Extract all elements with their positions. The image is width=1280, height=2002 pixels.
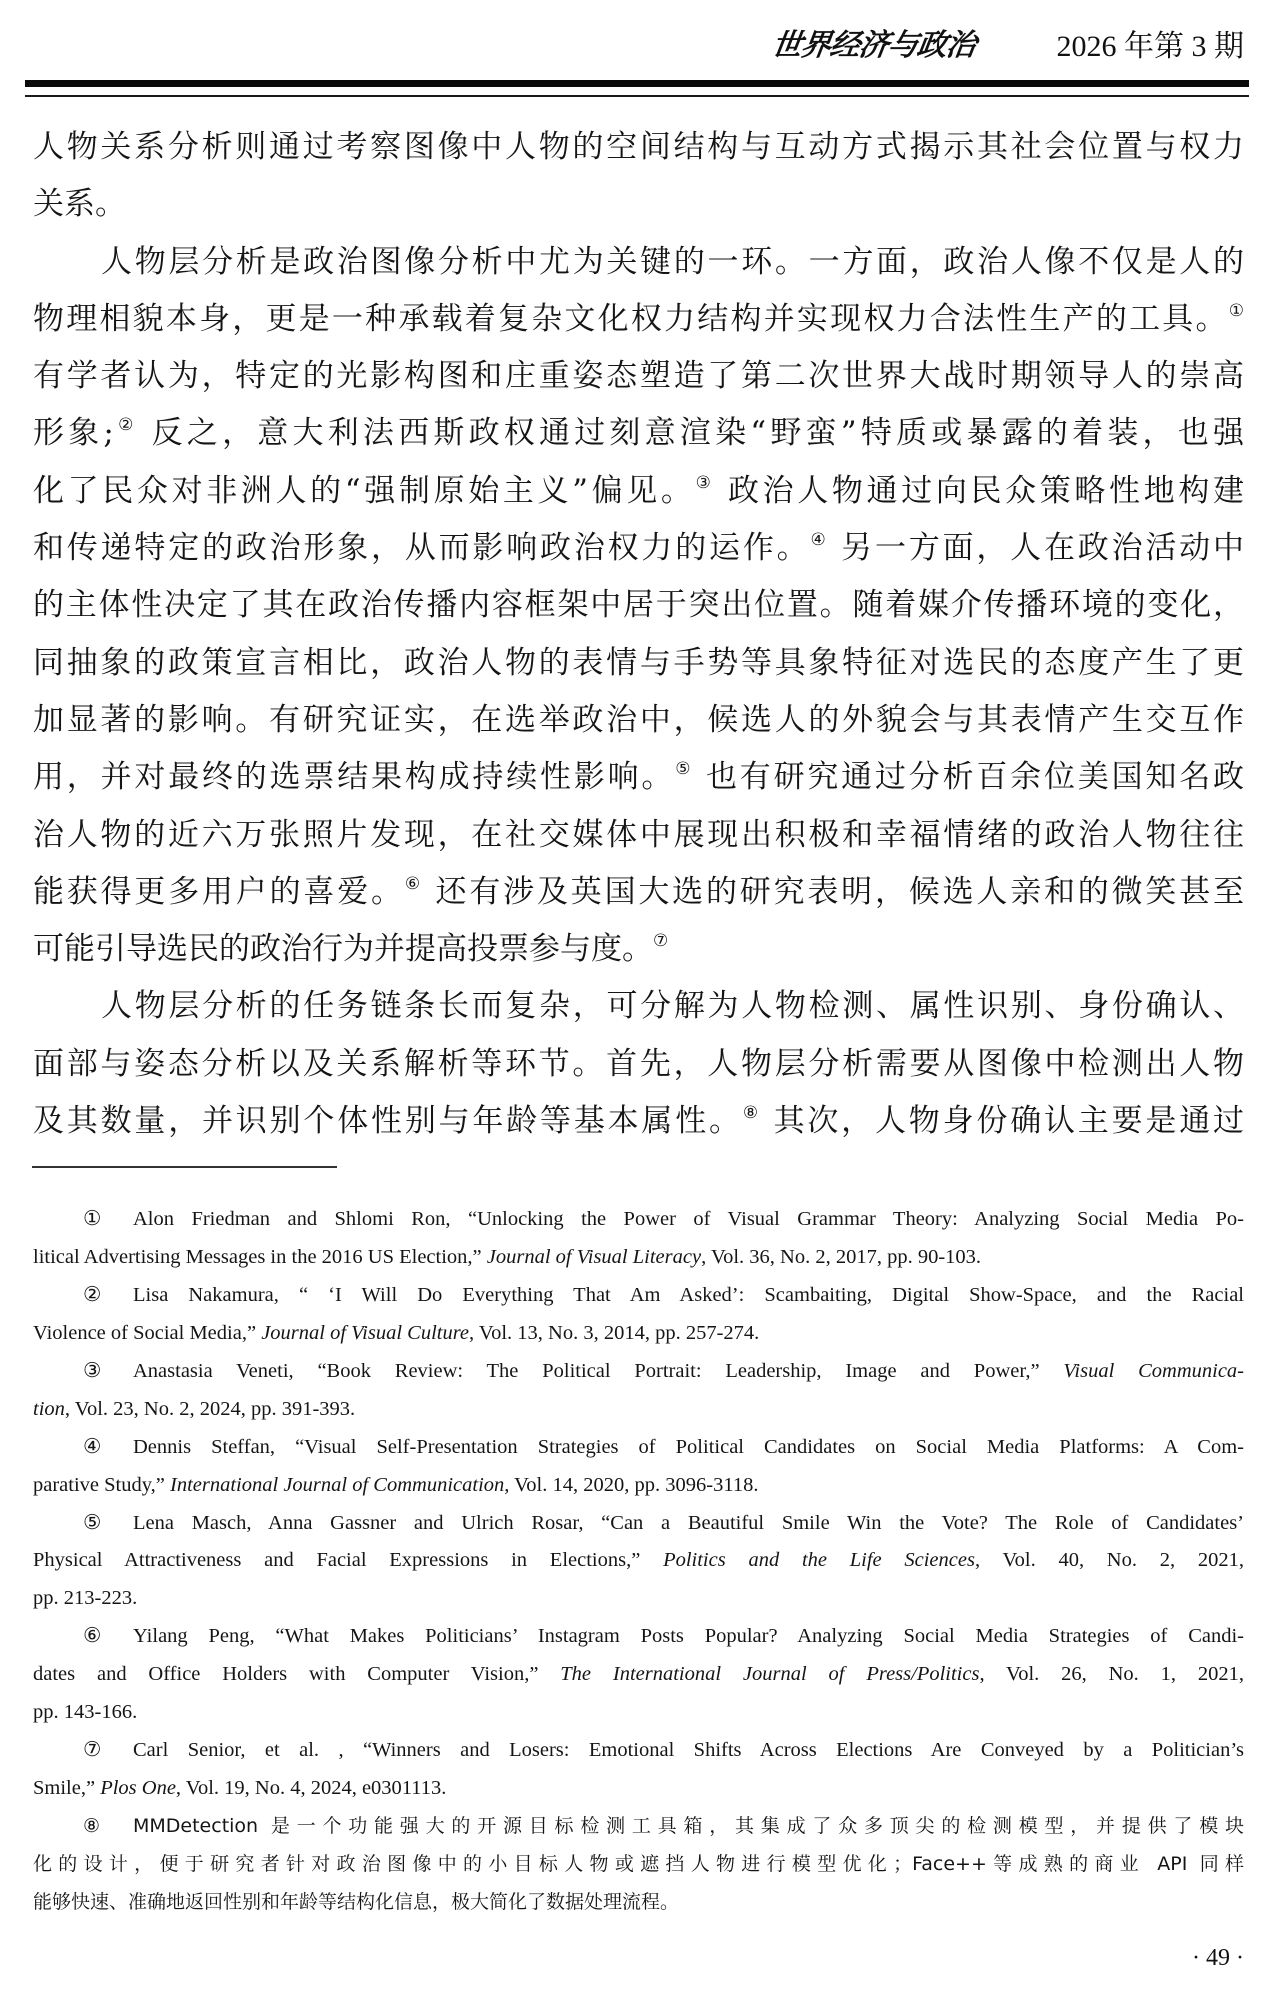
citation-text: pp. 213-223. <box>33 1587 138 1610</box>
issue-label: 2026 年第 3 期 <box>1056 30 1244 63</box>
footnote-number: ⑦ <box>83 1739 102 1762</box>
footnote-line <box>33 1770 1244 1808</box>
footnote-ref[interactable]: ⑤ <box>675 759 694 780</box>
citation-text: , Vol. 26, No. 1, 2021, <box>979 1663 1244 1686</box>
footnote-start-line <box>33 1429 1244 1467</box>
text-run: 另一方面，人在政治活动中 <box>828 530 1244 567</box>
text-run: 人物层分析的任务链条长而复杂，可分解为人物检测、属性识别、身份确认、 <box>101 988 1244 1025</box>
text-run: 及其数量，并识别个体性别与年龄等基本属性。 <box>33 1103 743 1140</box>
text-run: 物理相貌本身，更是一种承载着复杂文化权力结构并实现权力合法性生产的工具。 <box>33 300 1229 337</box>
body-line <box>33 520 1244 577</box>
body-line <box>33 635 1244 692</box>
footnote-line <box>33 1656 1244 1694</box>
footnote-ref[interactable]: ④ <box>810 530 829 551</box>
footnote-line <box>33 1467 1244 1505</box>
body-line <box>33 234 1244 291</box>
footnote-divider <box>32 1166 337 1168</box>
text-run: 关系。 <box>33 186 126 223</box>
citation-text: Lisa Nakamura, “ ‘I Will Do Everything That Am Asked’: Scambaiting, Digital Show-Space, and the Racial <box>133 1283 1244 1306</box>
body-line <box>33 921 1244 978</box>
text-run: 治人物的近六万张照片发现，在社交媒体中展现出积极和幸福情绪的政治人物往往 <box>33 816 1244 853</box>
citation-text: Anastasia Veneti, “Book Review: The Political Portrait: Leadership, Image and Power,” <box>133 1359 1064 1382</box>
citation-text: pp. 143-166. <box>33 1701 138 1724</box>
footnote-line <box>33 1315 1244 1353</box>
footnotes <box>33 1201 1244 1922</box>
citation-text: parative Study,” <box>33 1473 171 1496</box>
citation-text: Alon Friedman and Shlomi Ron, “Unlocking the Power of Visual Grammar Theory: Analyzing Social Media Po- <box>133 1208 1244 1230</box>
footnote-line <box>33 1239 1244 1277</box>
citation-text: Carl Senior, et al. , “Winners and Losers: Emotional Shifts Across Elections Are Conveyed by a Politician’s <box>133 1739 1244 1762</box>
text-run: 政治人物通过向民众策略性地构建 <box>714 472 1244 509</box>
journal-title: Journal of Visual Literacy <box>486 1245 702 1268</box>
body-line <box>33 119 1244 176</box>
footnote-line <box>33 1391 1244 1429</box>
body-line <box>33 1093 1244 1150</box>
footnote-start-line <box>33 1505 1244 1543</box>
body-line <box>33 348 1244 405</box>
footnote-number: ① <box>83 1208 102 1230</box>
journal-title: The International Journal of Press/Politics <box>560 1663 980 1686</box>
citation-text: dates and Office Holders with Computer Vision,” <box>33 1663 561 1686</box>
footnote-start-line <box>33 1277 1244 1315</box>
citation-text: Violence of Social Media,” <box>33 1321 262 1344</box>
journal-title: International Journal of Communication <box>170 1473 505 1496</box>
text-run: 能获得更多用户的喜爱。 <box>33 873 405 910</box>
page-number: · 49 · <box>1192 1945 1244 1971</box>
footnote-ref[interactable]: ⑥ <box>404 874 423 895</box>
citation-text: , Vol. 23, No. 2, 2024, pp. 391-393. <box>64 1397 356 1420</box>
text-run: 用，并对最终的选票结果构成持续性影响。 <box>33 759 676 796</box>
body-line <box>33 577 1244 634</box>
body-text <box>33 119 1244 1150</box>
footnote-number: ③ <box>83 1359 102 1382</box>
footnote-start-line <box>33 1732 1244 1770</box>
body-line <box>33 978 1244 1035</box>
body-line <box>33 692 1244 749</box>
journal-title: Journal of Visual Culture <box>261 1321 470 1344</box>
body-line <box>33 864 1244 921</box>
footnote-line <box>33 1884 1244 1922</box>
citation-text: Lena Masch, Anna Gassner and Ulrich Rosar, “Can a Beautiful Smile Win the Vote? The Role of Candidates’ <box>133 1511 1244 1534</box>
footnote-number: ④ <box>83 1435 102 1458</box>
footnote-number: ⑧ <box>83 1815 101 1837</box>
footnote-ref[interactable]: ⑧ <box>742 1103 761 1124</box>
header-rule-thin <box>25 95 1249 97</box>
journal-title: tion <box>33 1397 65 1420</box>
footnote-start-line <box>33 1201 1244 1239</box>
journal-logo: 世界经济与政治 <box>769 28 978 63</box>
text-run: 其次，人物身份确认主要是通过 <box>760 1103 1244 1140</box>
footnote-line <box>33 1846 1244 1884</box>
footnote-start-line <box>33 1808 1244 1846</box>
body-line <box>33 291 1244 348</box>
citation-text: MMDetection 是一个功能强大的开源目标检测工具箱，其集成了众多顶尖的检测模型，并提供了模块 <box>133 1815 1244 1837</box>
footnote-ref[interactable]: ③ <box>695 473 715 493</box>
body-line <box>33 807 1244 864</box>
text-run: 有学者认为，特定的光影构图和庄重姿态塑造了第二次世界大战时期领导人的崇高 <box>33 358 1244 395</box>
citation-text: Physical Attractiveness and Facial Expressions in Elections,” <box>33 1549 664 1572</box>
text-run: 还有涉及英国大选的研究表明，候选人亲和的微笑甚至 <box>422 873 1244 910</box>
citation-text: Dennis Steffan, “Visual Self-Presentation Strategies of Political Candidates on Social Media Platforms: A Com- <box>133 1435 1244 1458</box>
citation-text: , Vol. 13, No. 3, 2014, pp. 257-274. <box>469 1321 760 1344</box>
footnote-ref[interactable]: ② <box>113 415 138 436</box>
text-run: 可能引导选民的政治行为并提高投票参与度。 <box>33 931 653 968</box>
text-run: 面部与姿态分析以及关系解析等环节。首先，人物层分析需要从图像中检测出人物 <box>33 1045 1244 1082</box>
header-rule-thick <box>25 80 1249 87</box>
footnote-number: ② <box>83 1283 102 1306</box>
footnote-line <box>33 1694 1244 1732</box>
citation-text: , Vol. 19, No. 4, 2024, e0301113. <box>175 1777 447 1800</box>
citation-text: 能够快速、准确地返回性别和年龄等结构化信息，极大简化了数据处理流程。 <box>33 1890 680 1913</box>
text-run: 形象; <box>33 415 114 452</box>
footnote-number: ⑤ <box>83 1511 102 1534</box>
citation-text: Smile,” <box>33 1777 101 1800</box>
citation-text: litical Advertising Messages in the 2016 US Election,” <box>33 1245 487 1268</box>
footnote-ref[interactable]: ⑦ <box>653 931 669 952</box>
journal-title: Plos One <box>100 1777 176 1800</box>
text-run: 的主体性决定了其在政治传播内容框架中居于突出位置。随着媒介传播环境的变化， <box>33 587 1244 624</box>
footnote-number: ⑥ <box>83 1625 102 1648</box>
text-run: 同抽象的政策宣言相比，政治人物的表情与手势等具象特征对选民的态度产生了更 <box>33 644 1244 681</box>
footnote-line <box>33 1580 1244 1618</box>
body-line <box>33 749 1244 806</box>
citation-text: , Vol. 40, No. 2, 2021, <box>974 1549 1244 1572</box>
body-line <box>33 463 1244 520</box>
text-run: 和传递特定的政治形象，从而影响政治权力的运作。 <box>33 530 811 567</box>
body-line <box>33 405 1244 462</box>
body-line <box>33 1036 1244 1093</box>
footnote-line <box>33 1542 1244 1580</box>
body-line <box>33 176 1244 233</box>
footnote-start-line <box>33 1618 1244 1656</box>
footnote-ref[interactable]: ① <box>1228 301 1244 322</box>
citation-text: , Vol. 36, No. 2, 2017, pp. 90-103. <box>701 1245 982 1268</box>
text-run: 人物层分析是政治图像分析中尤为关键的一环。一方面，政治人像不仅是人的 <box>101 243 1244 280</box>
citation-text: 化的设计，便于研究者针对政治图像中的小目标人物或遮挡人物进行模型优化；Face++等成熟的商业 API 同样 <box>33 1852 1244 1875</box>
text-run: 人物关系分析则通过考察图像中人物的空间结构与互动方式揭示其社会位置与权力 <box>33 129 1244 165</box>
text-run: 加显著的影响。有研究证实，在选举政治中，候选人的外貌会与其表情产生交互作 <box>33 701 1244 738</box>
text-run: 也有研究通过分析百余位美国知名政 <box>693 759 1244 796</box>
journal-title: Politics and the Life Sciences <box>663 1549 975 1572</box>
footnote-start-line <box>33 1353 1244 1391</box>
text-run: 化了民众对非洲人的“强制原始主义”偏见。 <box>33 472 696 509</box>
citation-text: , Vol. 14, 2020, pp. 3096-3118. <box>504 1473 759 1496</box>
journal-title: Visual Communica- <box>1063 1359 1244 1382</box>
citation-text: Yilang Peng, “What Makes Politicians’ Instagram Posts Popular? Analyzing Social Media Strategies of Candi- <box>133 1625 1244 1648</box>
text-run: 反之，意大利法西斯政权通过刻意渲染“野蛮”特质或暴露的着装，也强 <box>137 415 1244 452</box>
